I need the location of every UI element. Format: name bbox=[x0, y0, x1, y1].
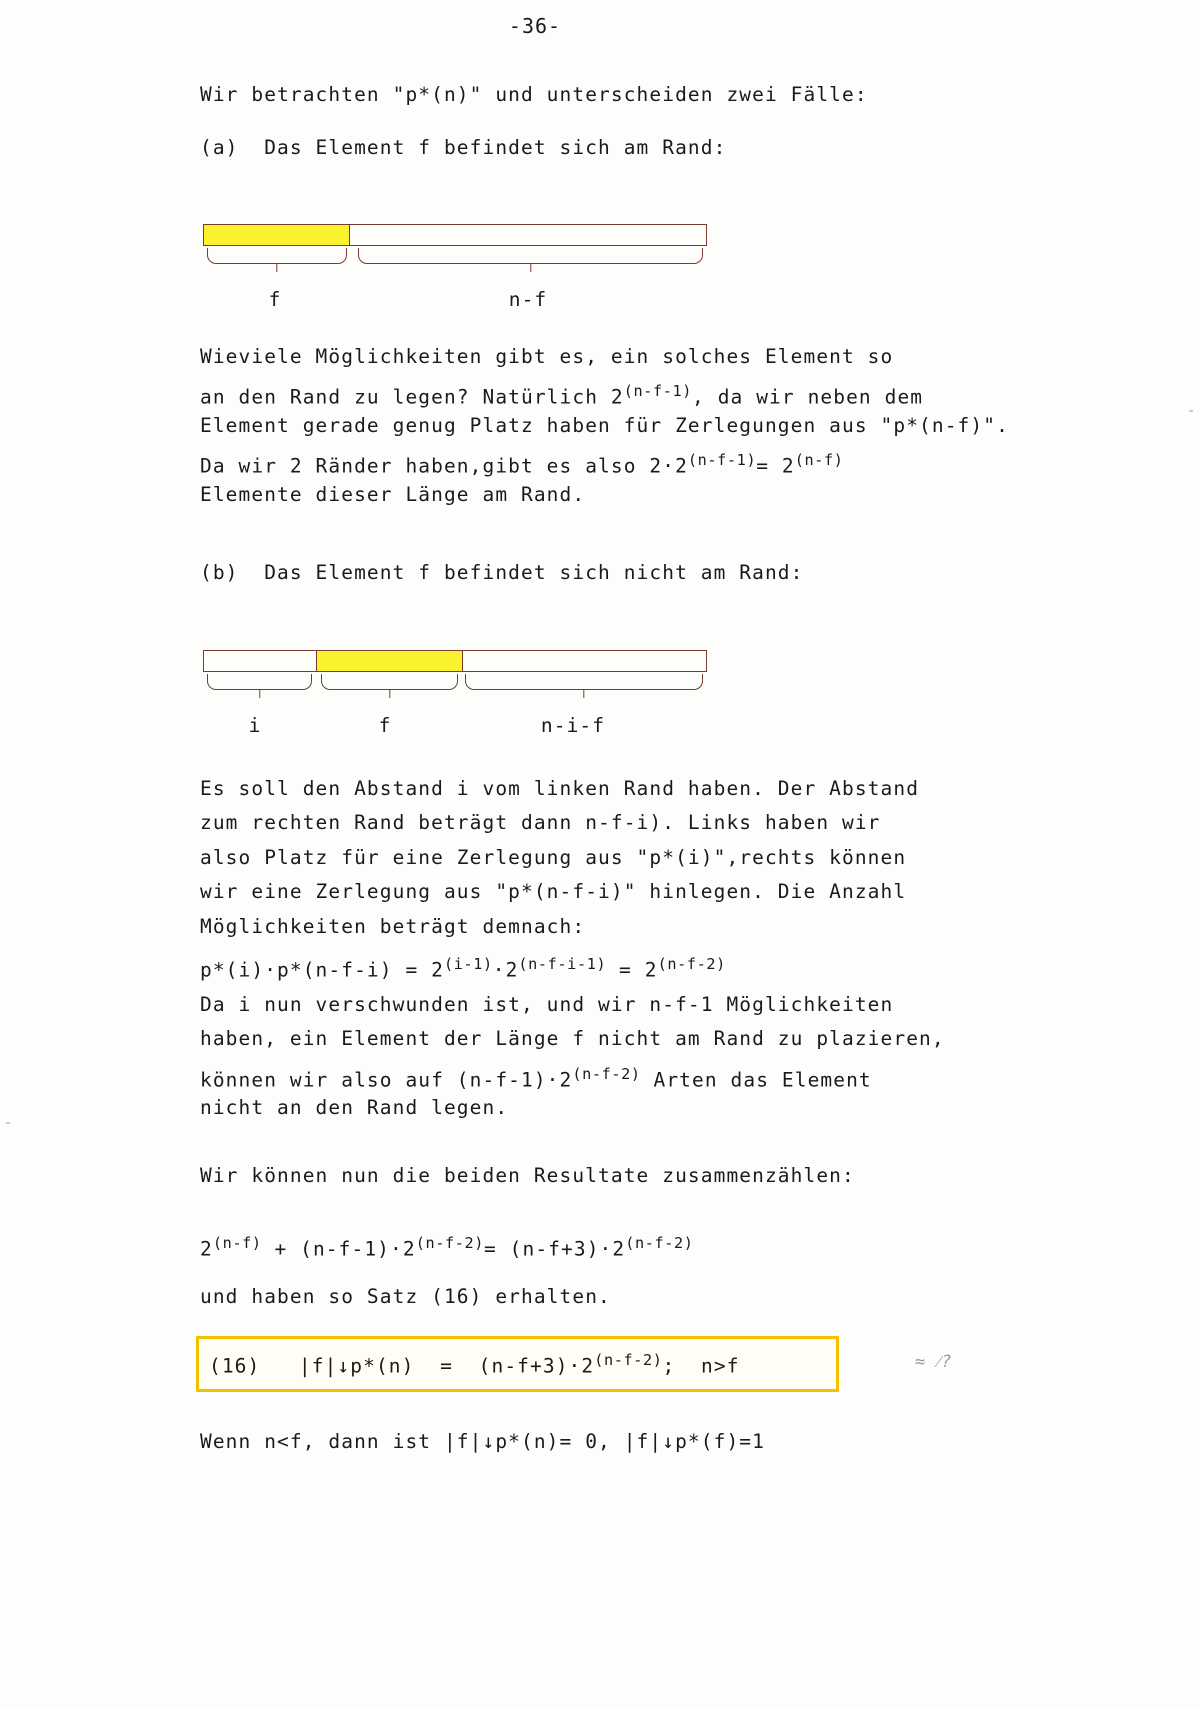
boxed-formula-exp: (n-f-2) bbox=[594, 1351, 663, 1369]
diagram-case-b bbox=[203, 650, 707, 742]
formula-b-exp2: (n-f-i-1) bbox=[518, 955, 607, 973]
formula-b bbox=[200, 947, 726, 988]
formula-sum-mid1: + (n-f-1)·2 bbox=[261, 1237, 416, 1261]
paragraph-final-note: Wenn n<f, dann ist |f|↓p*(n)= 0, |f|↓p*(f)=1 bbox=[200, 1430, 765, 1453]
paragraph-b-line6: Da i nun verschwunden ist, und wir n-f-1 Möglichkeiten bbox=[200, 993, 894, 1016]
formula-sum-mid2: = (n-f+3)·2 bbox=[483, 1237, 626, 1261]
bar-b-segment-f bbox=[317, 651, 463, 671]
brace-a-n-f bbox=[358, 248, 703, 264]
scan-mark-left bbox=[6, 1122, 10, 1124]
paragraph-a-line4-exp2: (n-f) bbox=[794, 451, 844, 469]
bar-a bbox=[203, 224, 707, 246]
paragraph-a-line4-exp1: (n-f-1) bbox=[687, 451, 757, 469]
label-a-n-f: n-f bbox=[508, 288, 548, 311]
bar-a-braces bbox=[203, 246, 707, 288]
boxed-formula-post: ; n>f bbox=[662, 1354, 740, 1378]
paragraph-b-line9: nicht an den Rand legen. bbox=[200, 1096, 509, 1119]
paragraph-a-line1: Wieviele Möglichkeiten gibt es, ein solches Element so bbox=[200, 345, 894, 368]
formula-sum-exp3: (n-f-2) bbox=[625, 1234, 694, 1252]
formula-sum bbox=[200, 1226, 694, 1267]
label-b-n-i-f: n-i-f bbox=[540, 714, 606, 737]
formula-b-exp3: (n-f-2) bbox=[657, 955, 726, 973]
label-b-f: f bbox=[378, 714, 392, 737]
bar-b-labels bbox=[203, 714, 707, 742]
paragraph-b-line8-pre: können wir also auf (n-f-1)·2 bbox=[200, 1068, 573, 1092]
paragraph-b-line4: wir eine Zerlegung aus "p*(n-f-i)" hinlegen. Die Anzahl bbox=[200, 880, 907, 903]
paragraph-a-line2-pre: an den Rand zu legen? Natürlich 2 bbox=[200, 385, 624, 409]
brace-b-i bbox=[207, 674, 312, 690]
label-b-i: i bbox=[248, 714, 262, 737]
bar-a-segment-f bbox=[204, 225, 350, 245]
formula-b-pre: p*(i)·p*(n-f-i) = 2 bbox=[200, 958, 444, 982]
paragraph-b-line8-post: Arten das Element bbox=[640, 1068, 872, 1092]
paragraph-a-line4-mid: = 2 bbox=[756, 454, 795, 478]
formula-sum-pre: 2 bbox=[200, 1237, 213, 1261]
page-number: -36- bbox=[508, 14, 562, 38]
formula-b-mid2: = 2 bbox=[606, 958, 658, 982]
margin-scribble: ≈ ⁄? bbox=[915, 1352, 953, 1372]
boxed-formula-content bbox=[209, 1351, 740, 1378]
scan-mark-right bbox=[1189, 410, 1193, 412]
paragraph-sum-outro: und haben so Satz (16) erhalten. bbox=[200, 1285, 611, 1308]
paragraph-a-line5: Elemente dieser Länge am Rand. bbox=[200, 483, 586, 506]
boxed-formula-16 bbox=[196, 1336, 839, 1392]
brace-b-f bbox=[321, 674, 458, 690]
bar-b-segment-n-i-f bbox=[463, 651, 706, 671]
bar-a-labels bbox=[203, 288, 707, 316]
label-a-f: f bbox=[268, 288, 282, 311]
heading-case-a: (a) Das Element f befindet sich am Rand: bbox=[200, 136, 727, 159]
paragraph-sum-intro: Wir können nun die beiden Resultate zusammenzählen: bbox=[200, 1164, 855, 1187]
paragraph-a-line4-pre: Da wir 2 Ränder haben,gibt es also 2·2 bbox=[200, 454, 688, 478]
boxed-formula-gap bbox=[260, 1355, 299, 1378]
boxed-formula-label: (16) bbox=[209, 1354, 261, 1378]
paragraph-a-line2-exp: (n-f-1) bbox=[623, 382, 693, 400]
paragraph-b-line7: haben, ein Element der Länge f nicht am Rand zu plazieren, bbox=[200, 1027, 945, 1050]
bar-b-braces bbox=[203, 672, 707, 714]
paragraph-a-line2-post: , da wir neben dem bbox=[692, 385, 924, 409]
formula-sum-exp2: (n-f-2) bbox=[415, 1234, 484, 1252]
formula-b-mid: ·2 bbox=[492, 958, 519, 982]
formula-sum-exp1: (n-f) bbox=[212, 1234, 262, 1252]
formula-b-exp1: (i-1) bbox=[443, 955, 493, 973]
boxed-formula-pre: |f|↓p*(n) = (n-f+3)·2 bbox=[298, 1354, 595, 1378]
paragraph-b-line3: also Platz für eine Zerlegung aus "p*(i)",rechts können bbox=[200, 846, 907, 869]
paragraph-b-line1: Es soll den Abstand i vom linken Rand haben. Der Abstand bbox=[200, 777, 920, 800]
diagram-case-a bbox=[203, 224, 707, 316]
bar-b bbox=[203, 650, 707, 672]
paragraph-b-line8-exp: (n-f-2) bbox=[572, 1065, 641, 1083]
bar-a-segment-n-f bbox=[350, 225, 706, 245]
paragraph-b-line2: zum rechten Rand beträgt dann n-f-i). Links haben wir bbox=[200, 811, 881, 834]
paragraph-b-line5: Möglichkeiten beträgt demnach: bbox=[200, 915, 586, 938]
paragraph-intro: Wir betrachten "p*(n)" und unterscheiden zwei Fälle: bbox=[200, 83, 868, 106]
brace-a-f bbox=[207, 248, 347, 264]
heading-case-b: (b) Das Element f befindet sich nicht am Rand: bbox=[200, 561, 804, 584]
bar-b-segment-i bbox=[204, 651, 317, 671]
brace-b-n-i-f bbox=[465, 674, 703, 690]
paragraph-a-line3: Element gerade genug Platz haben für Zerlegungen aus "p*(n-f)". bbox=[200, 414, 1009, 437]
